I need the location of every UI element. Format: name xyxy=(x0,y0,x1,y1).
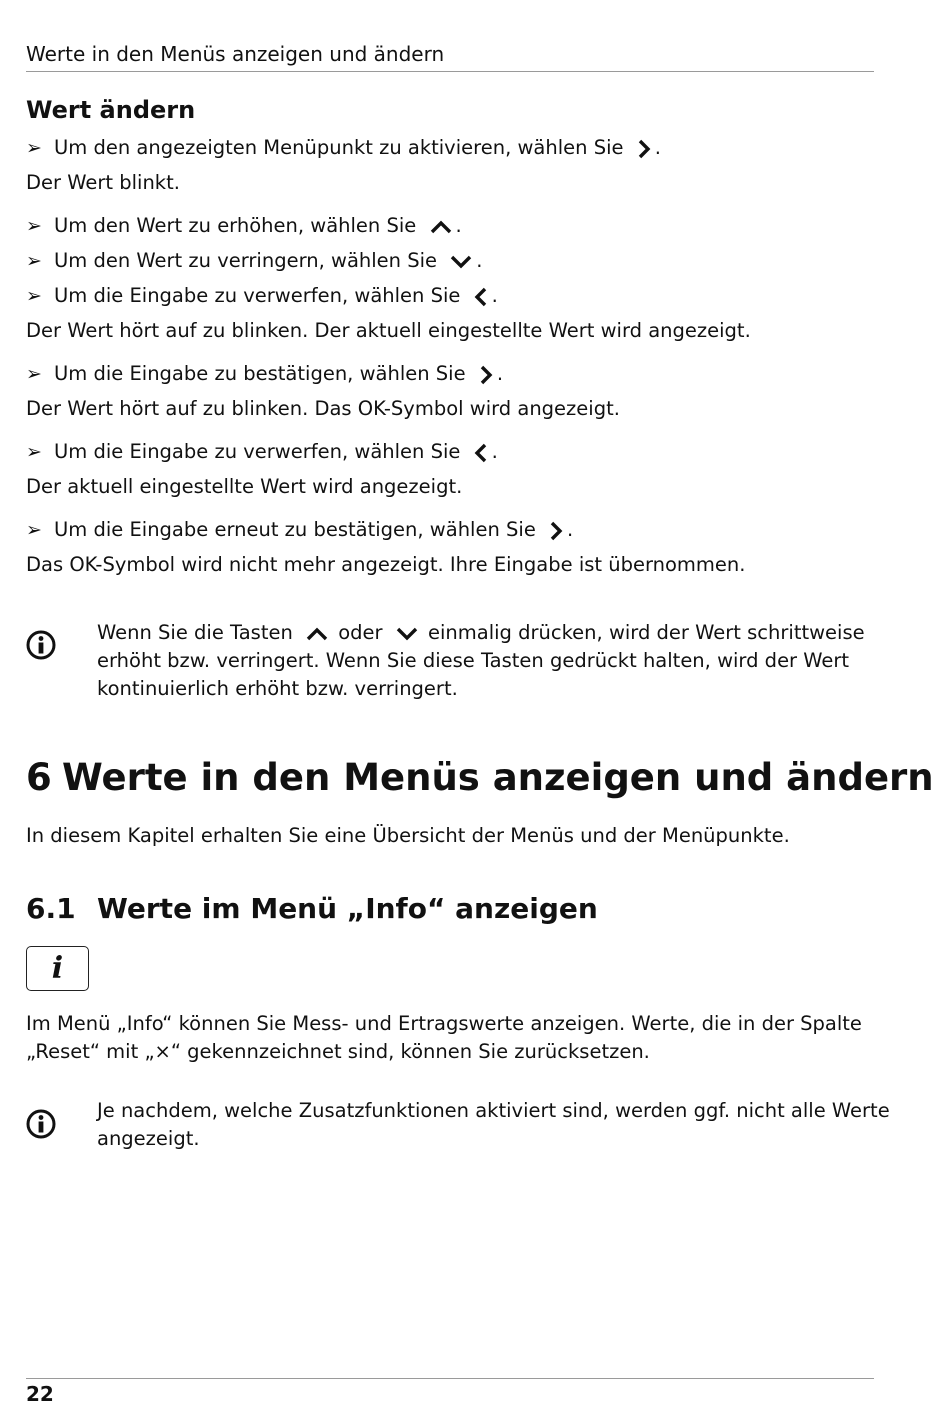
section-title-wert-aendern: Wert ändern xyxy=(26,96,196,124)
chevron-right-icon xyxy=(478,364,494,386)
chevron-down-icon xyxy=(449,254,473,270)
chevron-left-icon xyxy=(473,442,489,464)
bullet-arrow-icon: ➢ xyxy=(26,441,42,463)
footer-rule xyxy=(26,1378,874,1379)
bullet-arrow-icon: ➢ xyxy=(26,215,42,237)
bullet-arrow-icon: ➢ xyxy=(26,519,42,541)
chapter-title: 6 Werte in den Menüs anzeigen und ändern xyxy=(26,756,934,799)
chevron-right-icon xyxy=(548,520,564,542)
chevron-left-icon xyxy=(473,286,489,308)
page-number: 22 xyxy=(26,1382,54,1406)
bullet-arrow-icon: ➢ xyxy=(26,285,42,307)
result-text: Der Wert hört auf zu blinken. Der aktuell eingestellte Wert wird angezeigt. xyxy=(26,319,751,342)
result-text: Der aktuell eingestellte Wert wird angezeigt. xyxy=(26,475,463,498)
section-text: „Reset“ mit „×“ gekennzeichnet sind, können Sie zurücksetzen. xyxy=(26,1040,650,1063)
instruction-step: ➢ Um den Wert zu verringern, wählen Sie . xyxy=(26,247,482,275)
chevron-up-icon xyxy=(305,626,329,642)
info-menu-symbol: i xyxy=(26,946,89,991)
section-text: Im Menü „Info“ können Sie Mess- und Ertragswerte anzeigen. Werte, die in der Spalte xyxy=(26,1012,862,1035)
section-title-6-1: 6.1 Werte im Menü „Info“ anzeigen xyxy=(26,892,598,925)
instruction-step: ➢ Um die Eingabe zu bestätigen, wählen Sie . xyxy=(26,360,503,388)
chevron-down-icon xyxy=(395,626,419,642)
result-text: Das OK-Symbol wird nicht mehr angezeigt. Ihre Eingabe ist übernommen. xyxy=(26,553,746,576)
instruction-step: ➢ Um die Eingabe erneut zu bestätigen, wählen Sie . xyxy=(26,516,573,544)
result-text: Der Wert hört auf zu blinken. Das OK-Symbol wird angezeigt. xyxy=(26,397,620,420)
chevron-right-icon xyxy=(636,138,652,160)
info-note: Je nachdem, welche Zusatzfunktionen aktiviert sind, werden ggf. nicht alle Werte angezeigt. xyxy=(97,1099,890,1150)
bullet-arrow-icon: ➢ xyxy=(26,250,42,272)
info-circle-icon xyxy=(26,1109,56,1139)
bullet-arrow-icon: ➢ xyxy=(26,137,42,159)
chapter-intro: In diesem Kapitel erhalten Sie eine Übersicht der Menüs und der Menüpunkte. xyxy=(26,824,790,847)
instruction-step: ➢ Um den Wert zu erhöhen, wählen Sie . xyxy=(26,212,462,240)
result-text: Der Wert blinkt. xyxy=(26,171,180,194)
header-rule xyxy=(26,71,874,72)
info-circle-icon xyxy=(26,630,56,660)
bullet-arrow-icon: ➢ xyxy=(26,363,42,385)
instruction-step: ➢ Um die Eingabe zu verwerfen, wählen Sie . xyxy=(26,282,498,310)
running-header: Werte in den Menüs anzeigen und ändern xyxy=(26,42,445,66)
instruction-step: ➢ Um die Eingabe zu verwerfen, wählen Sie . xyxy=(26,438,498,466)
info-note: Wenn Sie die Tasten oder einmalig drücken, wird der Wert schrittweise erhöht bzw. verringert. Wenn Sie diese Tasten gedrückt halten, wird der Wert kontinuierlich erhöht bzw. verringert. xyxy=(97,621,865,700)
instruction-step: ➢ Um den angezeigten Menüpunkt zu aktivieren, wählen Sie . xyxy=(26,134,661,162)
chevron-up-icon xyxy=(429,219,453,235)
